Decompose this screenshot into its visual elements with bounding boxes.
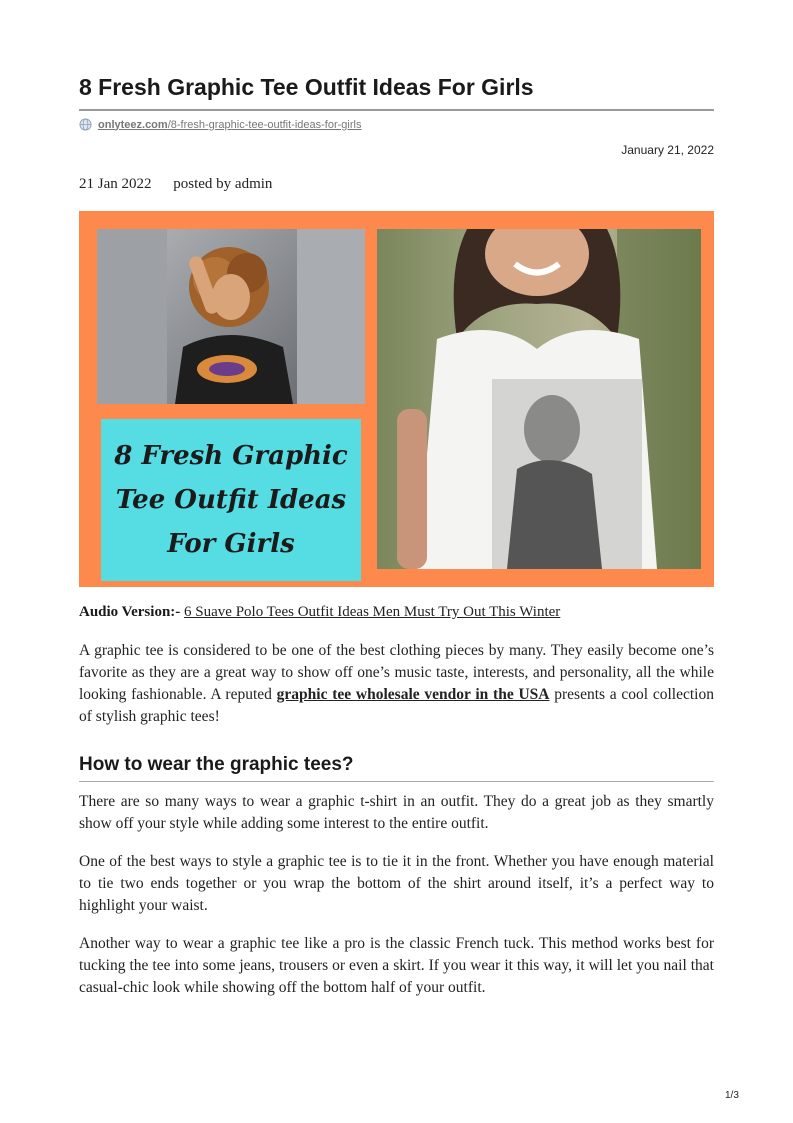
article-title: 8 Fresh Graphic Tee Outfit Ideas For Girls xyxy=(79,74,534,100)
print-date: January 21, 2022 xyxy=(621,143,714,157)
source-link[interactable] xyxy=(98,119,361,131)
intro-paragraph xyxy=(79,640,714,728)
hero-banner-text xyxy=(114,434,348,566)
audio-link[interactable]: 6 Suave Polo Tees Outfit Ideas Men Must Try Out This Winter xyxy=(184,604,561,620)
banner-line-1: 8 Fresh Graphic xyxy=(114,441,348,471)
hero-text-panel xyxy=(101,419,361,581)
post-author: posted by admin xyxy=(173,176,273,192)
banner-line-2: Tee Outfit Ideas xyxy=(115,485,347,515)
body-paragraph-3: Another way to wear a graphic tee like a pro is the classic French tuck. This method works best for tucking the tee into some jeans, trousers or even a skirt. If you wear it this way, it will let you nail that casual-chic look while showing off the bottom half of your outfit. xyxy=(79,935,714,996)
intro-text-before: A graphic tee is considered to be one of the best clothing pieces by many. They easily become one’s favorite as they are a great way to show off one’s music taste, interests, and personality, all the while looking fashionable. A reputed xyxy=(79,642,714,703)
banner-line-3: For Girls xyxy=(167,529,295,559)
title-divider xyxy=(79,109,714,111)
post-date: 21 Jan 2022 xyxy=(79,176,152,192)
hero-image xyxy=(79,211,714,587)
wholesale-vendor-link[interactable]: graphic tee wholesale vendor in the USA xyxy=(276,686,550,703)
audio-version xyxy=(79,604,714,621)
globe-icon xyxy=(79,118,92,131)
section-divider xyxy=(79,781,714,782)
audio-label: Audio Version:- xyxy=(79,604,181,620)
post-meta xyxy=(79,176,272,193)
page-number: 1/3 xyxy=(725,1090,739,1101)
body-paragraph-1: There are so many ways to wear a graphic t-shirt in an outfit. They do a great job as they smartly show off your style while adding some interest to the entire outfit. xyxy=(79,793,714,832)
section-heading: How to wear the graphic tees? xyxy=(79,754,354,775)
source-url xyxy=(79,118,361,131)
url-path: /8-fresh-graphic-tee-outfit-ideas-for-girls xyxy=(167,118,362,131)
photo-curly-hair-girl xyxy=(97,229,365,404)
photo-white-tee-girl xyxy=(377,229,701,569)
body-paragraph-2: One of the best ways to style a graphic tee is to tie it in the front. Whether you have enough material to tie two ends together or you wrap the bottom of the shirt around itself, it’s a perfect way to highlight your waist. xyxy=(79,853,714,914)
photo-right-illustration xyxy=(377,229,701,569)
url-domain: onlyteez.com xyxy=(98,118,168,131)
photo-left-illustration xyxy=(97,229,365,404)
intro-text-after: presents a cool collection of stylish graphic tees! xyxy=(79,686,714,725)
